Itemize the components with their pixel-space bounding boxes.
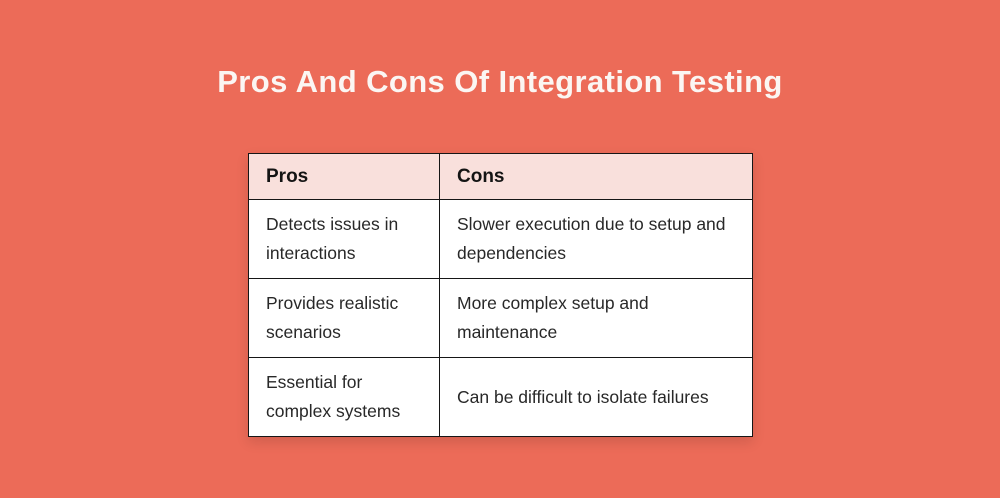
table-row bbox=[249, 200, 753, 279]
pros-cons-table bbox=[248, 153, 753, 437]
table-row bbox=[249, 358, 753, 437]
cons-cell-2: More complex setup and maintenance bbox=[440, 279, 753, 358]
table-header-row bbox=[249, 154, 753, 200]
table-header-pros: Pros bbox=[249, 154, 440, 200]
pros-cell-2: Provides realistic scenarios bbox=[249, 279, 440, 358]
page-title: Pros And Cons Of Integration Testing bbox=[217, 64, 783, 99]
pros-cell-3: Essential for complex systems bbox=[249, 358, 440, 437]
table-header-cons: Cons bbox=[440, 154, 753, 200]
pros-cell-1: Detects issues in interactions bbox=[249, 200, 440, 279]
table-row bbox=[249, 279, 753, 358]
cons-cell-3: Can be difficult to isolate failures bbox=[440, 358, 753, 437]
cons-cell-1: Slower execution due to setup and dependencies bbox=[440, 200, 753, 279]
